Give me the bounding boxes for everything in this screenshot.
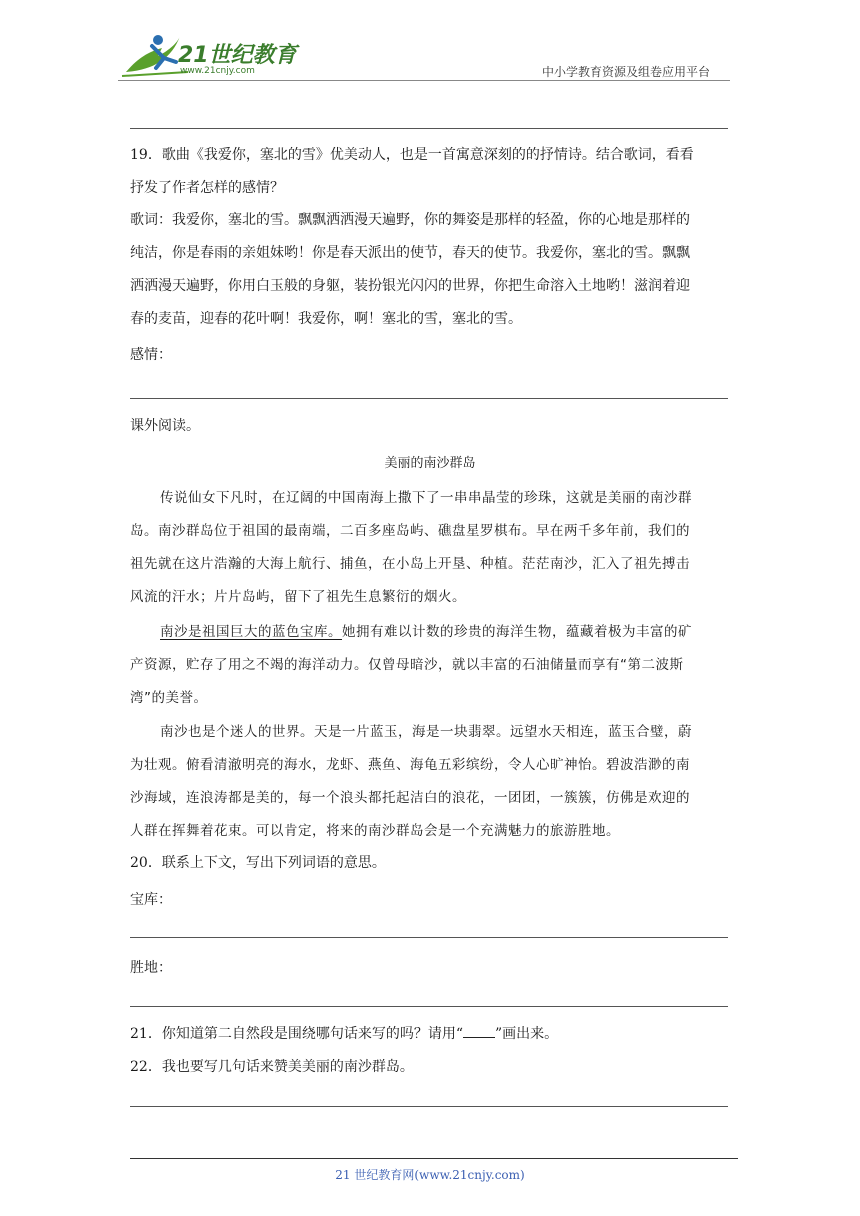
passage-p1-line3: 祖先就在这片浩瀚的大海上航行、捕鱼，在小岛上开垦、种植。茫茫南沙，汇入了祖先搏击 bbox=[130, 556, 690, 572]
footer-divider bbox=[130, 1158, 738, 1159]
header-platform-text: 中小学教育资源及组卷应用平台 bbox=[542, 65, 711, 79]
question-19-line1: 19．歌曲《我爱你，塞北的雪》优美动人，也是一首寓意深刻的的抒情诗。结合歌词，看看 bbox=[130, 147, 694, 163]
passage-p2-line1 bbox=[160, 620, 692, 640]
header-divider bbox=[118, 80, 730, 81]
question-20: 20．联系上下文，写出下列词语的意思。 bbox=[130, 855, 386, 871]
answer-line bbox=[130, 937, 728, 938]
passage-title: 美丽的南沙群岛 bbox=[384, 456, 476, 471]
answer-line bbox=[130, 1106, 728, 1107]
passage-p2-line2: 产资源，贮存了用之不竭的海洋动力。仅曾母暗沙，就以丰富的石油储量而享有“第二波斯 bbox=[130, 657, 684, 673]
answer-line bbox=[130, 128, 728, 129]
topic-sentence: 南沙是祖国巨大的蓝色宝库。 bbox=[160, 624, 342, 640]
passage-p3-line1: 南沙也是个迷人的世界。天是一片蓝玉，海是一块翡翠。远望水天相连，蓝玉合璧，蔚 bbox=[160, 724, 692, 740]
word-shengdi-label: 胜地： bbox=[130, 960, 172, 976]
answer-line bbox=[130, 398, 728, 399]
lyrics-line2: 纯洁，你是春雨的亲姐妹哟！你是春天派出的使节，春天的使节。我爱你，塞北的雪。飘飘 bbox=[130, 245, 690, 261]
passage-p2-rest: 她拥有难以计数的珍贵的海洋生物，蕴藏着极为丰富的矿 bbox=[342, 624, 692, 640]
passage-p1-line2: 岛。南沙群岛位于祖国的最南端，二百多座岛屿、礁盘星罗棋布。早在两千多年前，我们的 bbox=[130, 523, 690, 539]
answer-line bbox=[130, 1006, 728, 1007]
logo-text: 21世纪教育 bbox=[178, 43, 297, 68]
word-baoku-label: 宝库： bbox=[130, 892, 172, 908]
passage-p2-line3: 湾”的美誉。 bbox=[130, 690, 208, 706]
question-21: 21．你知道第二自然段是围绕哪句话来写的吗？请用“ ”画出来。 bbox=[130, 1026, 559, 1042]
reading-intro: 课外阅读。 bbox=[130, 418, 200, 434]
question-19-line2: 抒发了作者怎样的感情？ bbox=[130, 180, 284, 196]
underline-sample bbox=[463, 1025, 495, 1038]
lyrics-line3: 洒洒漫天遍野，你用白玉般的身躯，装扮银光闪闪的世界，你把生命溶入土地哟！滋润着迎 bbox=[130, 278, 690, 294]
passage-p3-line4: 人群在挥舞着花束。可以肯定，将来的南沙群岛会是一个充满魅力的旅游胜地。 bbox=[130, 823, 620, 839]
passage-p3-line3: 沙海域，连浪涛都是美的，每一个浪头都托起洁白的浪花，一团团，一簇簇，仿佛是欢迎的 bbox=[130, 790, 690, 806]
passage-p1-line1: 传说仙女下凡时，在辽阔的中国南海上撒下了一串串晶莹的珍珠，这就是美丽的南沙群 bbox=[160, 490, 692, 506]
runner-head-icon bbox=[153, 35, 163, 45]
footer-text: 21 世纪教育网(www.21cnjy.com) bbox=[335, 1168, 525, 1182]
passage-p3-line2: 为壮观。俯看清澈明亮的海水，龙虾、燕鱼、海龟五彩缤纷，令人心旷神怡。碧波浩渺的南 bbox=[130, 757, 690, 773]
passage-p1-line4: 风流的汗水；片片岛屿，留下了祖先生息繁衍的烟火。 bbox=[130, 589, 466, 605]
lyrics-line4: 春的麦苗，迎春的花叶啊！我爱你，啊！塞北的雪，塞北的雪。 bbox=[130, 311, 522, 327]
emotion-label: 感情： bbox=[130, 347, 172, 363]
question-22: 22．我也要写几句话来赞美美丽的南沙群岛。 bbox=[130, 1059, 414, 1075]
runner-icon bbox=[126, 36, 180, 72]
lyrics-line1: 歌词：我爱你，塞北的雪。飘飘洒洒漫天遍野，你的舞姿是那样的轻盈，你的心地是那样的 bbox=[130, 212, 690, 228]
logo-url: www.21cnjy.com bbox=[180, 66, 255, 76]
